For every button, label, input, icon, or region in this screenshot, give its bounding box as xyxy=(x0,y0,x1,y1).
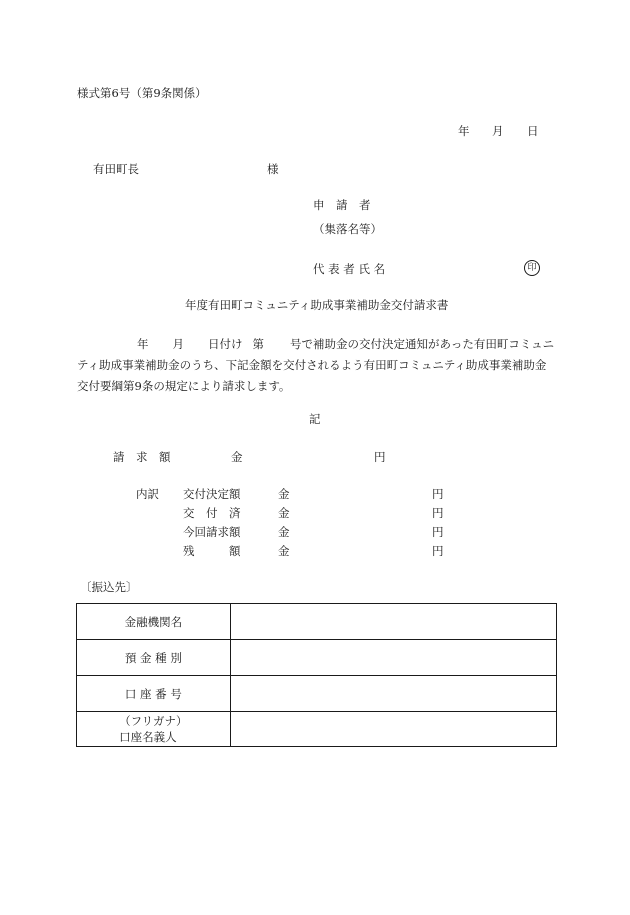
breakdown-kin: 金 xyxy=(278,544,290,558)
breakdown-yen: 円 xyxy=(432,525,444,539)
date-day-label: 日 xyxy=(527,124,539,138)
applicant-group: （集落名等） xyxy=(313,222,382,236)
body-dated: 日付け xyxy=(208,337,243,351)
table-row xyxy=(77,604,557,640)
date-month-label: 月 xyxy=(492,124,504,138)
account-type-field[interactable] xyxy=(230,640,556,676)
account-holder-field[interactable] xyxy=(230,712,556,747)
breakdown-item: 交 付 済 xyxy=(183,506,241,520)
breakdown-yen: 円 xyxy=(432,487,444,501)
body-year: 年 xyxy=(137,337,149,351)
account-holder-label-cell xyxy=(77,712,231,747)
addressee-name: 有田町長 xyxy=(93,162,139,176)
document-title: 年度有田町コミュニティ助成事業補助金交付請求書 xyxy=(185,298,449,312)
table-row xyxy=(77,676,557,712)
breakdown-kin: 金 xyxy=(278,525,290,539)
date-year-label: 年 xyxy=(458,124,470,138)
bank-info-table xyxy=(76,603,557,747)
body-no-prefix: 第 xyxy=(252,337,264,351)
account-holder-label: 口座名義人 xyxy=(119,730,177,744)
body-text: 号で補助金の交付決定通知があった有田町コミュニティ助成事業補助金のうち、下記金額を交付されるよう有田町コミュニティ助成事業補助金交付要綱第9条の規定により請求します。 xyxy=(77,337,555,393)
applicant-label: 申 請 者 xyxy=(313,198,371,212)
breakdown-kin: 金 xyxy=(278,487,290,501)
representative-name-label: 代 表 者 氏 名 xyxy=(313,262,386,276)
breakdown-item: 今回請求額 xyxy=(183,525,241,539)
transfer-heading: 〔振込先〕 xyxy=(80,580,138,594)
breakdown-item: 交付決定額 xyxy=(183,487,241,501)
claim-yen: 円 xyxy=(374,450,386,464)
table-row xyxy=(77,640,557,676)
breakdown-yen: 円 xyxy=(432,506,444,520)
ki-heading: 記 xyxy=(309,412,321,426)
breakdown-kin: 金 xyxy=(278,506,290,520)
request-body xyxy=(77,334,555,397)
seal-mark: 印 xyxy=(524,260,540,276)
bank-name-field[interactable] xyxy=(230,604,556,640)
breakdown-label: 内訳 xyxy=(136,487,159,501)
account-number-field[interactable] xyxy=(230,676,556,712)
breakdown-yen: 円 xyxy=(432,544,444,558)
account-number-label: 口 座 番 号 xyxy=(77,676,231,712)
claim-label: 請 求 額 xyxy=(113,450,171,464)
account-type-label: 預 金 種 別 xyxy=(77,640,231,676)
claim-kin: 金 xyxy=(231,450,243,464)
form-number: 様式第6号（第9条関係） xyxy=(77,86,207,100)
addressee-honorific: 様 xyxy=(267,162,279,176)
breakdown-item: 残 額 xyxy=(183,544,241,558)
body-month: 月 xyxy=(172,337,184,351)
table-row xyxy=(77,712,557,747)
furigana-label: （フリガナ） xyxy=(119,714,188,728)
bank-name-label: 金融機関名 xyxy=(77,604,231,640)
